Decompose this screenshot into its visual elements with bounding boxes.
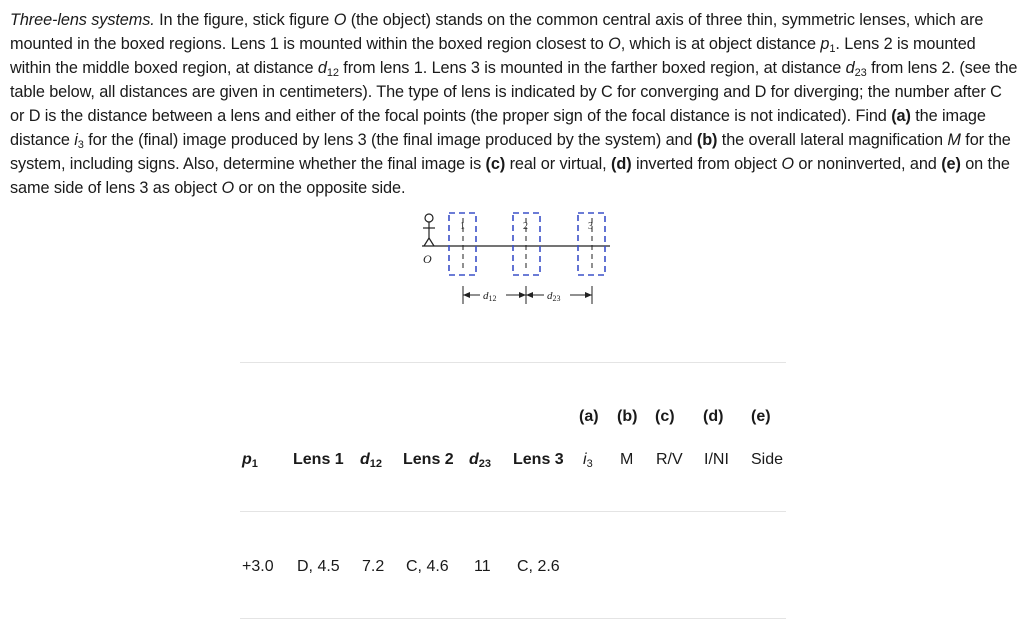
lens-system-figure [410, 204, 620, 312]
text-segment: or on the opposite side. [234, 179, 406, 197]
var-O: O [221, 179, 235, 197]
text-segment: . Lens 2 is mounted within the middle boxed region, at distance [10, 35, 976, 77]
table-divider [240, 618, 786, 619]
col-header-lens3: Lens 3 [513, 451, 564, 468]
text-segment: for the system, including signs. Also, determine whether the final image is [10, 131, 1011, 173]
var-O: O [333, 11, 347, 29]
var-p: p [820, 35, 830, 53]
text-segment: or noninverted, and [793, 155, 942, 173]
var-i: i [74, 131, 78, 149]
data-table [240, 362, 786, 620]
text-segment: the overall lateral magnification [717, 131, 948, 149]
part-b: (b) [696, 131, 718, 149]
col-header-INI: I/NI [704, 451, 729, 468]
cell-lens3: C, 2.6 [517, 558, 560, 575]
col-header-side: Side [751, 451, 784, 468]
text-segment: from lens 2. (see the table below, all distances are given in centimeters). The type of lens is indicated by C for converging and D for diverging; the number after C or D is the distance between a lens and either of the focal points (the proper sign of the focal distance is not indicated). Find [10, 59, 1018, 125]
part-e: (e) [941, 155, 961, 173]
cell-p1: +3.0 [242, 558, 274, 575]
var-O: O [781, 155, 794, 173]
col-header-d23: $d_{23}$ [469, 451, 492, 470]
d23-label: d23 [547, 290, 561, 303]
var-d: d [317, 59, 327, 77]
var-M: M [947, 131, 961, 149]
sub-1: 1 [829, 43, 836, 55]
text-segment: for the (final) image produced by lens 3 (the final image produced by the system) and [83, 131, 697, 149]
col-header-i3: $i_3$ [583, 451, 593, 470]
var-O: O [608, 35, 621, 53]
text-segment: the image distance [10, 107, 986, 149]
text-segment: , which is at object distance [620, 35, 821, 53]
sub-23: 23 [854, 67, 867, 79]
problem-title: Three-lens systems. [10, 11, 155, 29]
answer-header-e: (e) [751, 408, 771, 425]
lens3-label: 3 [588, 221, 593, 232]
answer-header-c: (c) [655, 408, 675, 425]
answer-header-a: (a) [579, 408, 599, 425]
col-header-d12: $d_{12}$ [360, 451, 383, 470]
text-segment: In the figure, stick figure [159, 11, 334, 29]
lens1-label: 1 [460, 221, 465, 232]
answer-header-d: (d) [703, 408, 724, 425]
text-segment: (the object) stands on the common central axis of three thin, symmetric lenses, which are mounted in the boxed regions. Lens 1 is mounted within the boxed region closest to [10, 11, 984, 53]
col-header-p1: $p_1$ [242, 451, 258, 470]
cell-d23: 11 [474, 558, 491, 575]
part-a: (a) [891, 107, 911, 125]
object-label: O [423, 252, 432, 266]
col-header-lens1: Lens 1 [293, 451, 344, 468]
text-segment: on the same side of lens 3 as object [10, 155, 1010, 197]
table-divider [240, 362, 786, 363]
sub-12: 12 [326, 67, 339, 79]
cell-lens2: C, 4.6 [406, 558, 449, 575]
problem-statement [10, 8, 1018, 200]
text-segment: real or virtual, [505, 155, 612, 173]
part-d: (d) [611, 155, 632, 173]
table-divider [240, 511, 786, 512]
cell-d12: 7.2 [362, 558, 385, 575]
d12-label: d12 [483, 290, 497, 303]
stick-figure-icon [423, 214, 435, 246]
col-header-M: M [620, 451, 634, 468]
lens2-label: 2 [523, 221, 528, 232]
lens-diagram [410, 204, 620, 312]
text-segment: from lens 1. Lens 3 is mounted in the farther boxed region, at distance [338, 59, 846, 77]
part-c: (c) [485, 155, 506, 173]
col-header-RV: R/V [656, 451, 683, 468]
col-header-lens2: Lens 2 [403, 451, 454, 468]
var-d: d [845, 59, 855, 77]
sub-3: 3 [77, 139, 84, 151]
answer-header-b: (b) [617, 408, 638, 425]
cell-lens1: D, 4.5 [297, 558, 340, 575]
text-segment: inverted from object [631, 155, 782, 173]
